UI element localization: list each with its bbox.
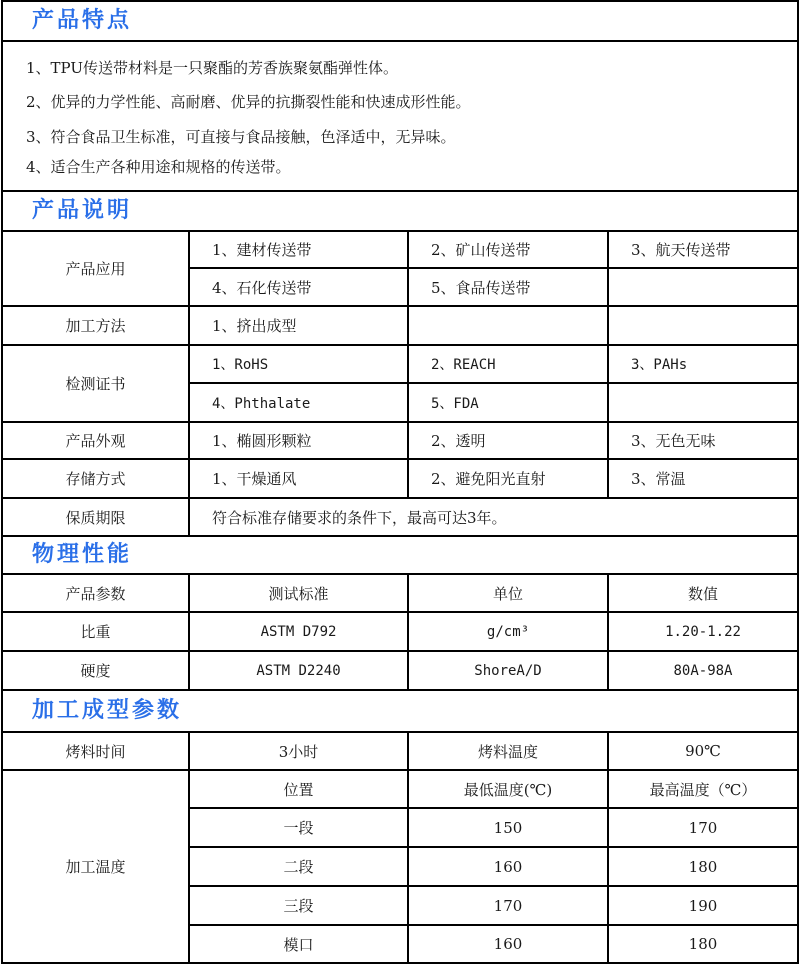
temp-cell: 180	[688, 935, 718, 953]
physical-cell: 硬度	[80, 662, 111, 680]
drying-time-value: 3小时	[278, 742, 319, 761]
row-label-appearance: 产品外观	[65, 432, 126, 450]
feature-item: 2、优异的力学性能、高耐磨、优异的抗撕裂性能和快速成形性能。	[26, 93, 471, 111]
temp-cell: 三段	[283, 897, 314, 915]
storage-value: 3、常温	[631, 470, 686, 488]
section-title-features: 产品特点	[32, 8, 133, 33]
appearance-value: 1、椭圆形颗粒	[212, 432, 312, 450]
row-label-storage: 存储方式	[65, 470, 126, 488]
section-title-processing: 加工成型参数	[32, 698, 183, 723]
physical-cell: ShoreA/D	[474, 662, 542, 679]
physical-cell: g/cm³	[486, 623, 530, 640]
row-label-certificates: 检测证书	[65, 375, 126, 393]
row-label-application: 产品应用	[65, 260, 126, 278]
temp-cell: 180	[688, 857, 718, 876]
appearance-value: 2、透明	[431, 432, 486, 450]
application-value: 2、矿山传送带	[431, 241, 531, 259]
physical-header: 测试标准	[268, 584, 329, 603]
certificate-value: 3、PAHs	[631, 357, 688, 373]
border-right	[797, 0, 799, 964]
temp-cell: 160	[493, 935, 523, 953]
certificate-value: 5、FDA	[431, 395, 479, 412]
processing-temp-label: 加工温度	[65, 858, 126, 876]
certificate-value: 2、REACH	[431, 357, 496, 373]
physical-cell: 比重	[80, 623, 111, 641]
temp-header: 位置	[283, 780, 314, 799]
physical-cell: ASTM D792	[260, 623, 337, 640]
row-label-shelf-life: 保质期限	[65, 508, 126, 527]
drying-time-label: 烤料时间	[65, 742, 126, 761]
certificate-value: 4、Phthalate	[212, 395, 311, 412]
temp-cell: 170	[688, 818, 718, 837]
physical-cell: 80A-98A	[673, 662, 733, 679]
drying-temp-label: 烤料温度	[477, 742, 538, 761]
physical-header: 单位	[492, 584, 523, 603]
temp-cell: 170	[493, 896, 523, 915]
physical-header: 产品参数	[65, 584, 126, 603]
storage-value: 1、干燥通风	[212, 470, 297, 488]
section-title-physical: 物理性能	[32, 542, 133, 567]
temp-cell: 160	[493, 857, 523, 876]
temp-header: 最高温度（℃）	[649, 780, 757, 799]
temp-cell: 190	[688, 896, 718, 915]
application-value: 5、食品传送带	[431, 278, 531, 297]
application-value: 3、航天传送带	[631, 241, 731, 259]
temp-header: 最低温度(℃)	[463, 780, 553, 799]
appearance-value: 3、无色无味	[631, 432, 716, 450]
shelf-life-value: 符合标准存储要求的条件下，最高可达3年。	[212, 508, 507, 527]
row-label-method: 加工方法	[65, 317, 126, 335]
section-title-description: 产品说明	[32, 198, 133, 223]
application-value: 1、建材传送带	[212, 241, 312, 259]
feature-item: 3、符合食品卫生标准，可直接与食品接触，色泽适中，无异味。	[26, 128, 456, 146]
application-value: 4、石化传送带	[212, 278, 312, 297]
physical-cell: 1.20-1.22	[665, 623, 741, 640]
drying-temp-value: 90℃	[685, 742, 721, 760]
storage-value: 2、避免阳光直射	[431, 470, 546, 488]
feature-item: 4、适合生产各种用途和规格的传送带。	[26, 158, 291, 176]
physical-cell: ASTM D2240	[256, 662, 341, 679]
certificate-value: 1、RoHS	[212, 357, 269, 373]
temp-cell: 一段	[283, 819, 314, 837]
temp-cell: 150	[493, 818, 523, 837]
temp-cell: 二段	[283, 858, 314, 876]
feature-item: 1、TPU传送带材料是一只聚酯的芳香族聚氨酯弹性体。	[26, 59, 399, 77]
method-value: 1、挤出成型	[212, 317, 297, 335]
physical-header: 数值	[687, 584, 718, 603]
temp-cell: 模口	[283, 935, 314, 954]
